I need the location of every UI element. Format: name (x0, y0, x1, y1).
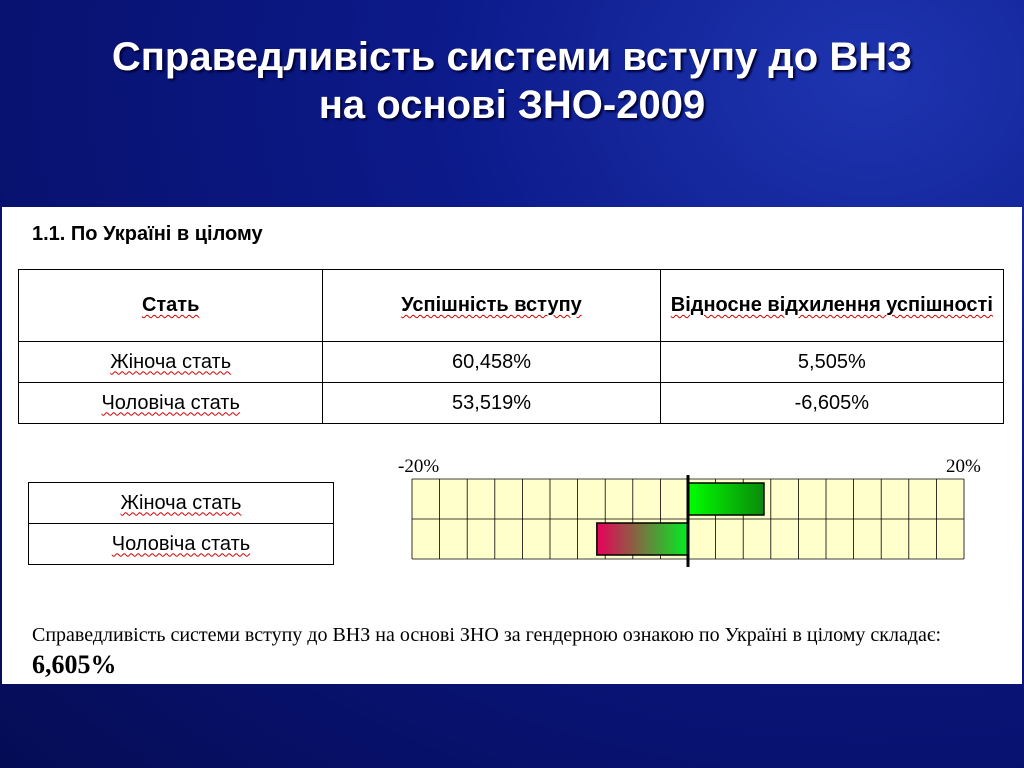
table-cell: 53,519% (323, 383, 660, 424)
table-header-row (19, 270, 1004, 342)
header-success-label: Успішність вступу (401, 294, 582, 316)
table-header-cell (323, 270, 660, 342)
slide-title-line-2: на основі ЗНО-2009 (318, 83, 706, 127)
chart-category-labels (28, 482, 334, 565)
bar-female (688, 483, 764, 515)
results-table (18, 269, 1004, 424)
conclusion-value: 6,605% (32, 650, 117, 679)
conclusion-text (32, 620, 992, 682)
table-row (19, 342, 1004, 383)
table-cell (19, 342, 323, 383)
category-label-cell (29, 483, 334, 524)
list-item (29, 483, 334, 524)
table-cell (19, 383, 323, 424)
category-label-female: Жіноча стать (120, 491, 242, 514)
table-cell: 5,505% (660, 342, 1003, 383)
row-female-label: Жіноча стать (110, 350, 232, 373)
header-deviation-label: Відносне відхилення успішності (670, 294, 993, 316)
table-row (19, 383, 1004, 424)
section-heading: 1.1. По Україні в цілому (32, 223, 263, 245)
header-gender-label: Стать (141, 294, 200, 316)
axis-max-label: 20% (946, 456, 981, 477)
row-male-label: Чоловіча стать (101, 391, 240, 414)
table-cell: 60,458% (323, 342, 660, 383)
deviation-bar-chart (408, 475, 968, 569)
bar-male (597, 523, 688, 555)
slide-title-line-1: Справедливість системи вступу до ВНЗ (111, 35, 913, 79)
table-header-cell (19, 270, 323, 342)
category-label-male: Чоловіча стать (111, 532, 251, 555)
slide-title (0, 33, 1024, 129)
table-cell: -6,605% (660, 383, 1003, 424)
category-label-cell (29, 524, 334, 565)
list-item (29, 524, 334, 565)
table-header-cell (660, 270, 1003, 342)
axis-min-label: -20% (398, 456, 440, 477)
content-panel (2, 207, 1022, 684)
conclusion-sentence: Справедливість системи вступу до ВНЗ на основі ЗНО за гендерною ознакою по Україні в цілому складає: (32, 624, 942, 646)
